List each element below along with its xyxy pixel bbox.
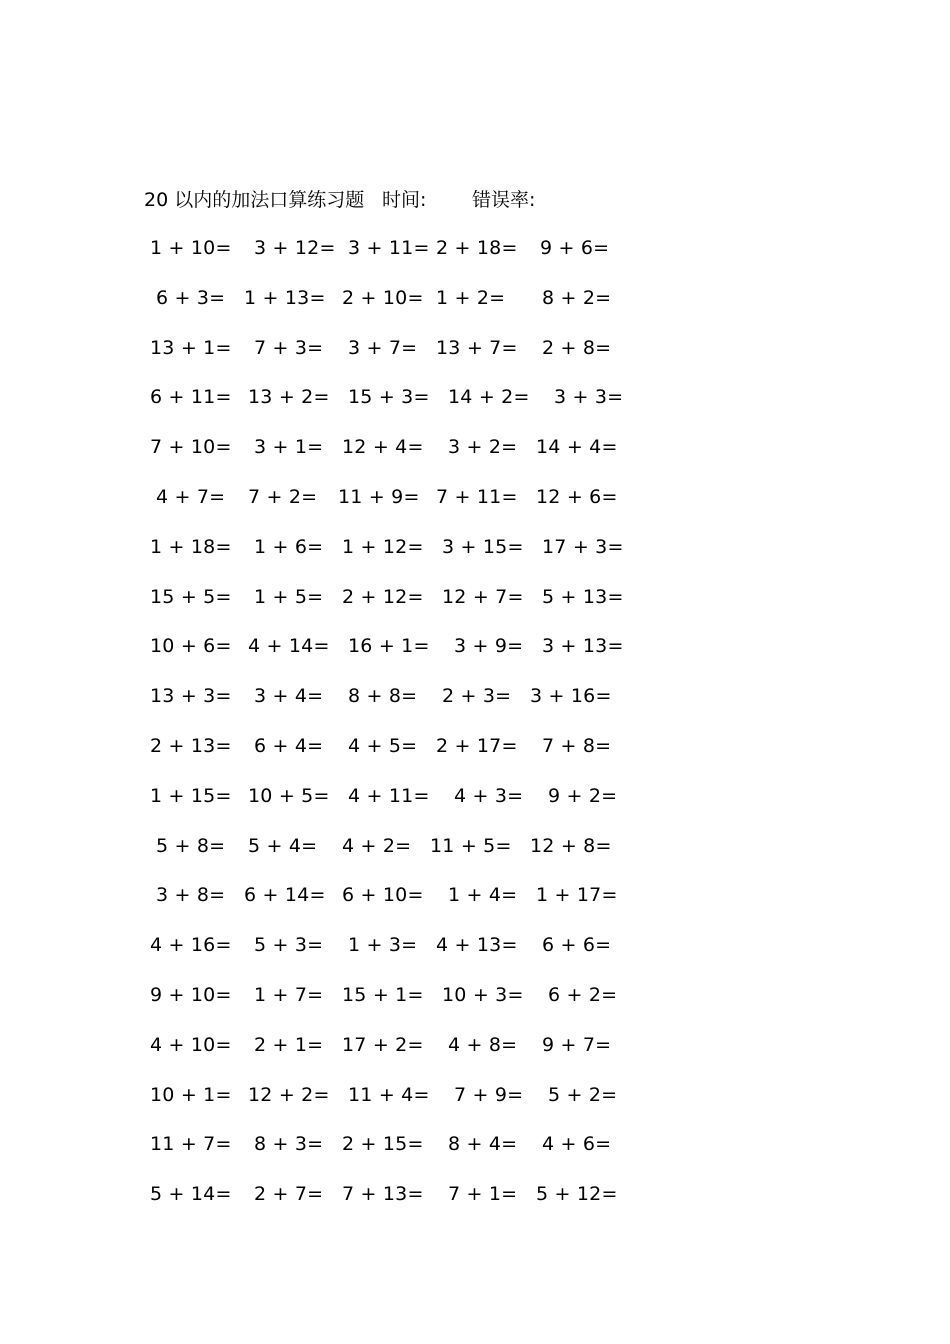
problem-item: 12 + 2= <box>248 1083 330 1106</box>
problem-row <box>0 830 950 880</box>
problem-item: 7 + 1= <box>448 1183 518 1206</box>
problem-item: 3 + 7= <box>348 336 418 359</box>
problem-item: 3 + 8= <box>156 884 226 907</box>
problem-item: 12 + 4= <box>342 436 424 459</box>
problem-item: 5 + 14= <box>150 1183 232 1206</box>
problem-row <box>0 979 950 1029</box>
problem-item: 1 + 4= <box>448 884 518 907</box>
problem-item: 6 + 6= <box>542 934 612 957</box>
problem-item: 15 + 3= <box>348 386 430 409</box>
problem-item: 2 + 7= <box>254 1183 324 1206</box>
problem-item: 8 + 2= <box>542 286 612 309</box>
problem-item: 9 + 7= <box>542 1033 612 1056</box>
time-label: 时间: <box>382 189 427 211</box>
problem-item: 1 + 2= <box>436 286 506 309</box>
problem-item: 6 + 11= <box>150 386 232 409</box>
problem-row <box>0 332 950 382</box>
problem-item: 1 + 12= <box>342 535 424 558</box>
worksheet-title: 20 以内的加法口算练习题 <box>144 189 365 211</box>
problem-item: 4 + 2= <box>342 834 412 857</box>
problem-item: 3 + 11= <box>348 237 430 259</box>
problem-item: 6 + 4= <box>254 734 324 757</box>
problem-item: 1 + 10= <box>150 237 232 259</box>
problem-item: 7 + 11= <box>436 485 518 508</box>
problem-item: 2 + 1= <box>254 1033 324 1056</box>
problem-item: 3 + 13= <box>542 635 624 658</box>
problem-item: 4 + 8= <box>448 1033 518 1056</box>
problem-item: 7 + 2= <box>248 485 318 508</box>
problem-item: 4 + 5= <box>348 734 418 757</box>
problem-item: 1 + 6= <box>254 535 324 558</box>
problem-item: 8 + 8= <box>348 685 418 708</box>
problem-row <box>0 282 950 332</box>
problem-item: 3 + 15= <box>442 535 524 558</box>
problem-item: 3 + 3= <box>554 386 624 409</box>
problem-item: 5 + 13= <box>542 585 624 608</box>
problem-item: 10 + 3= <box>442 983 524 1006</box>
problem-item: 17 + 2= <box>342 1033 424 1056</box>
problem-item: 3 + 9= <box>454 635 524 658</box>
problem-item: 2 + 17= <box>436 734 518 757</box>
problem-item: 3 + 12= <box>254 237 336 259</box>
problem-item: 10 + 5= <box>248 784 330 807</box>
problem-item: 9 + 10= <box>150 983 232 1006</box>
problem-item: 5 + 2= <box>548 1083 618 1106</box>
problem-item: 4 + 7= <box>156 485 226 508</box>
problem-item: 13 + 7= <box>436 336 518 359</box>
problem-row <box>0 581 950 631</box>
problem-item: 4 + 13= <box>436 934 518 957</box>
problem-item: 8 + 3= <box>254 1133 324 1156</box>
problem-item: 2 + 12= <box>342 585 424 608</box>
problem-item: 2 + 10= <box>342 286 424 309</box>
problem-item: 12 + 8= <box>530 834 612 857</box>
problem-item: 1 + 5= <box>254 585 324 608</box>
problem-grid <box>0 232 950 1228</box>
problem-item: 9 + 2= <box>548 784 618 807</box>
problem-row <box>0 929 950 979</box>
problem-item: 2 + 8= <box>542 336 612 359</box>
problem-item: 10 + 6= <box>150 635 232 658</box>
problem-item: 2 + 18= <box>436 237 518 259</box>
problem-item: 8 + 4= <box>448 1133 518 1156</box>
problem-item: 11 + 9= <box>338 485 420 508</box>
problem-item: 6 + 10= <box>342 884 424 907</box>
problem-item: 7 + 3= <box>254 336 324 359</box>
problem-item: 4 + 16= <box>150 934 232 957</box>
problem-row <box>0 680 950 730</box>
problem-item: 5 + 3= <box>254 934 324 957</box>
problem-item: 14 + 2= <box>448 386 530 409</box>
problem-item: 13 + 3= <box>150 685 232 708</box>
problem-item: 5 + 8= <box>156 834 226 857</box>
problem-item: 11 + 5= <box>430 834 512 857</box>
problem-row <box>0 381 950 431</box>
problem-item: 6 + 14= <box>244 884 326 907</box>
problem-item: 12 + 7= <box>442 585 524 608</box>
problem-item: 7 + 8= <box>542 734 612 757</box>
problem-row <box>0 531 950 581</box>
problem-item: 5 + 12= <box>536 1183 618 1206</box>
problem-item: 1 + 15= <box>150 784 232 807</box>
problem-item: 13 + 1= <box>150 336 232 359</box>
problem-item: 11 + 4= <box>348 1083 430 1106</box>
problem-item: 2 + 13= <box>150 734 232 757</box>
problem-item: 2 + 15= <box>342 1133 424 1156</box>
problem-item: 7 + 9= <box>454 1083 524 1106</box>
problem-row <box>0 232 950 282</box>
problem-item: 17 + 3= <box>542 535 624 558</box>
problem-item: 6 + 2= <box>548 983 618 1006</box>
problem-item: 10 + 1= <box>150 1083 232 1106</box>
problem-item: 14 + 4= <box>536 436 618 459</box>
problem-row <box>0 879 950 929</box>
problem-item: 13 + 2= <box>248 386 330 409</box>
problem-row <box>0 1079 950 1129</box>
problem-item: 3 + 1= <box>254 436 324 459</box>
problem-item: 3 + 16= <box>530 685 612 708</box>
problem-item: 6 + 3= <box>156 286 226 309</box>
problem-item: 1 + 18= <box>150 535 232 558</box>
problem-row <box>0 730 950 780</box>
problem-item: 1 + 7= <box>254 983 324 1006</box>
problem-item: 4 + 10= <box>150 1033 232 1056</box>
problem-item: 1 + 3= <box>348 934 418 957</box>
problem-item: 7 + 13= <box>342 1183 424 1206</box>
problem-item: 3 + 4= <box>254 685 324 708</box>
problem-row <box>0 1178 950 1228</box>
problem-item: 4 + 14= <box>248 635 330 658</box>
problem-row <box>0 1029 950 1079</box>
problem-item: 15 + 5= <box>150 585 232 608</box>
problem-row <box>0 431 950 481</box>
problem-item: 3 + 2= <box>448 436 518 459</box>
problem-item: 2 + 3= <box>442 685 512 708</box>
problem-row <box>0 630 950 680</box>
problem-row <box>0 780 950 830</box>
problem-row <box>0 481 950 531</box>
problem-item: 1 + 13= <box>244 286 326 309</box>
problem-item: 4 + 3= <box>454 784 524 807</box>
error-rate-label: 错误率: <box>472 189 536 211</box>
problem-item: 1 + 17= <box>536 884 618 907</box>
problem-item: 9 + 6= <box>540 237 610 259</box>
problem-item: 16 + 1= <box>348 635 430 658</box>
problem-item: 12 + 6= <box>536 485 618 508</box>
problem-item: 11 + 7= <box>150 1133 232 1156</box>
problem-item: 4 + 11= <box>348 784 430 807</box>
problem-item: 4 + 6= <box>542 1133 612 1156</box>
problem-item: 5 + 4= <box>248 834 318 857</box>
problem-row <box>0 1128 950 1178</box>
problem-item: 7 + 10= <box>150 436 232 459</box>
problem-item: 15 + 1= <box>342 983 424 1006</box>
